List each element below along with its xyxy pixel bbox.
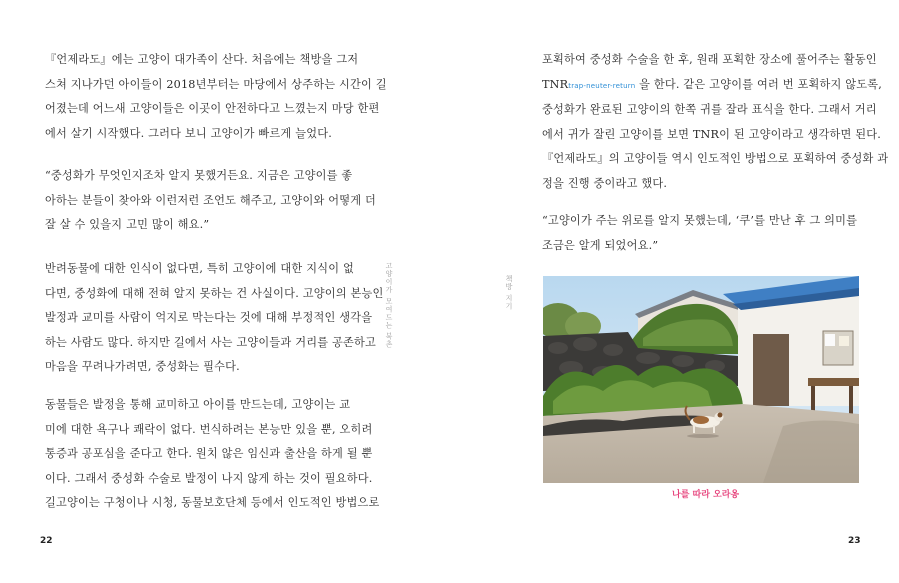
tnr-expansion: trap-neuter-return [568, 81, 636, 90]
right-paragraph-1 [542, 48, 889, 196]
text-line: 아하는 분들이 찾아와 이런저런 조언도 해주고, 고양이와 어떻게 더 [45, 193, 376, 207]
page-number: 22 [40, 536, 53, 546]
text-line-rest: 을 한다. 같은 고양이를 여러 번 포획하지 않도록, [639, 77, 883, 91]
text-line: “중성화가 무엇인지조차 알지 못했거든요. 지금은 고양이를 좋 [45, 169, 353, 182]
text-line: 스쳐 지나가던 아이들이 2018년부터는 마당에서 상주하는 시간이 길 [45, 77, 387, 91]
text-line: 중성화가 완료된 고양이의 한쪽 귀를 잘라 표식을 한다. 그래서 거리 [542, 103, 877, 116]
text-line: 에서 귀가 잘린 고양이를 보면 TNR이 된 고양이라고 생각하면 된다. [542, 127, 882, 141]
text-line: 포획하여 중성화 수술을 한 후, 원래 포획한 장소에 풀어주는 활동인 [542, 53, 877, 66]
text-line: 하는 사람도 많다. 하지만 길에서 사는 고양이들과 거리를 공존하고 [45, 335, 376, 349]
text-line: 『언제라도』의 고양이들 역시 인도적인 방법으로 포획하여 중성화 과 [542, 152, 889, 165]
courtyard-cat-photo [543, 276, 859, 483]
text-line: 어졌는데 어느새 고양이들은 이곳이 안전하다고 느꼈는지 마당 한편 [45, 102, 380, 115]
text-line: 마음을 꾸려나가려면, 중성화는 필수다. [45, 360, 240, 373]
text-line: 정을 진행 중이라고 했다. [542, 176, 668, 190]
text-line: 『언제라도』에는 고양이 대가족이 산다. 처음에는 책방을 그저 [45, 53, 359, 66]
text-line: 미에 대한 욕구나 쾌락이 없다. 번식하려는 본능만 있을 뿐, 오히려 [45, 422, 373, 436]
text-line: 발정과 교미를 사람이 억지로 막는다는 것에 대해 부정적인 생각을 [45, 311, 373, 324]
text-line: 반려동물에 대한 인식이 없다면, 특히 고양이에 대한 지식이 없 [45, 262, 354, 275]
text-line: 잘 살 수 있을지 고민 많이 해요.” [45, 218, 210, 231]
left-paragraph-1 [45, 48, 387, 146]
page-number: 23 [848, 536, 861, 546]
right-paragraph-2 [542, 209, 858, 258]
text-line: 길고양이는 구청이나 시청, 동물보호단체 등에서 인도적인 방법으로 [45, 496, 380, 509]
left-paragraph-4 [45, 393, 380, 516]
left-page [0, 0, 449, 583]
text-line: 동물들은 발정을 통해 교미하고 아이를 만드는데, 고양이는 교 [45, 398, 351, 411]
text-line: 조금은 알게 되었어요.” [542, 238, 659, 252]
text-line: 통증과 공포심을 준다고 한다. 원치 않은 임신과 출산을 하게 될 뿐 [45, 447, 373, 460]
running-head: 고양이가 모여드는 북촌 [385, 262, 393, 349]
text-line-tnr [542, 73, 883, 99]
photo-caption: 나를 따라 오라옹 [672, 490, 740, 500]
running-head: 책방 지기 [505, 275, 513, 311]
text-line: “고양이가 주는 위로를 알지 못했는데, ‘쿠’를 만난 후 그 의미를 [542, 214, 858, 227]
text-line: 다면, 중성화에 대해 전혀 알지 못하는 건 사실이다. 고양이의 본능인 [45, 286, 384, 300]
text-line: 이다. 그래서 중성화 수술로 발정이 나지 않게 하는 것이 필요하다. [45, 471, 373, 485]
text-line: 에서 살기 시작했다. 그러다 보니 고양이가 빠르게 늘었다. [45, 126, 332, 140]
left-paragraph-2 [45, 164, 376, 238]
tnr-label: TNR [542, 77, 569, 91]
left-paragraph-3 [45, 257, 384, 380]
